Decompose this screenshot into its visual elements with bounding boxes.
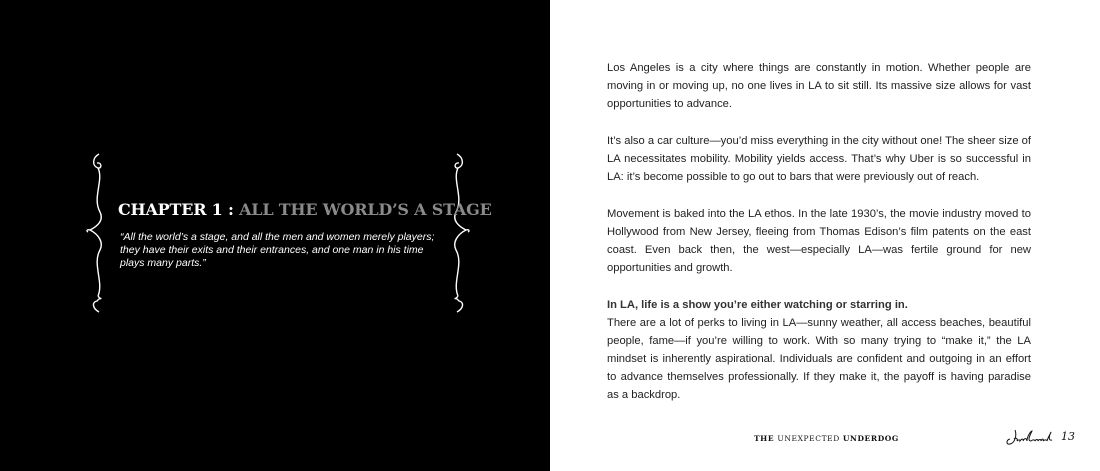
chapter-epigraph: “All the world’s a stage, and all the men and women merely players; they have their exits and their entrances, and one man in his time plays many parts.”: [120, 231, 435, 269]
body-paragraph: Los Angeles is a city where things are constantly in motion. Whether people are moving in or moving up, no one lives in LA to sit still. Its massive size allows for vast opportunities to advance.: [607, 62, 1031, 110]
running-title-part: THE: [754, 434, 778, 443]
page-number: 13: [1061, 430, 1075, 443]
chapter-number: CHAPTER 1: [118, 200, 223, 219]
body-text: [607, 59, 1031, 423]
chapter-title: ALL THE WORLD’S A STAGE: [239, 200, 492, 219]
section-subhead: In LA, life is a show you’re either watching or starring in.: [607, 299, 908, 311]
signature-icon: [1005, 427, 1053, 449]
running-title-part: UNDERDOG: [842, 434, 899, 443]
flourish-bracket-right-icon: [446, 150, 472, 314]
flourish-bracket-left-icon: [84, 150, 110, 314]
right-page: [550, 0, 1100, 471]
running-title-part: UNEXPECTED: [777, 434, 843, 443]
body-paragraph: There are a lot of perks to living in LA—sunny weather, all access beaches, beautiful people, fame—if you’re willing to work. With so many trying to “make it,” the LA mindset is inherently aspirational. Individuals are confident and outgoing in an effort to advance themselves professionally. If they make it, the payoff is having paradise as a backdrop.: [607, 317, 1031, 401]
chapter-heading: [118, 200, 492, 219]
body-paragraph: Movement is baked into the LA ethos. In the late 1930’s, the movie industry moved to Hollywood from New Jersey, fleeing from Thomas Edison’s film patents on the east coast. Even back then, the west—especially LA—was fertile ground for new opportunities and growth.: [607, 208, 1031, 274]
body-paragraph: It’s also a car culture—you’d miss everything in the city without one! The sheer size of LA necessitates mobility. Mobility yields access. That’s why Uber is so successful in LA: it’s become possible to go out to bars that were previously out of reach.: [607, 135, 1031, 183]
running-title: [754, 434, 899, 443]
chapter-separator: :: [222, 200, 240, 219]
